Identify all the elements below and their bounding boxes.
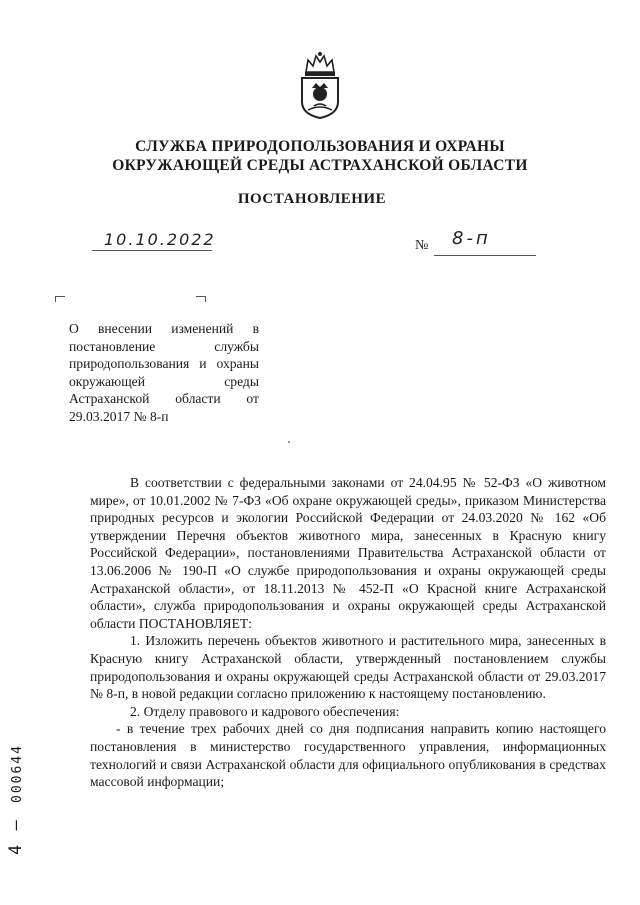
document-number: 8-п [452,228,491,249]
org-name-line1: СЛУЖБА ПРИРОДОПОЛЬЗОВАНИЯ И ОХРАНЫ [135,138,505,155]
subject-text: О внесении изменений в постановление службы природопользования и охраны окружающей среды Астраханской области от 29.03.2017 № 8-п [69,321,259,424]
document-subject [69,320,259,426]
preamble-paragraph: В соответствии с федеральными законами от 24.04.95 № 52-ФЗ «О животном мире», от 10.01.2002 № 7-ФЗ «Об охране окружающей среды», приказом Министерства природных ресурсов и экологии Российской Федерации от 24.03.2020 № 162 «Об утверждении Перечня объектов животного мира, занесенных в Красную книгу Российской Федерации», постановлениями Правительства Астраханской области от 13.06.2006 № 190-П «О службе природопользования и охраны окружающей среды Астраханской области», от 18.11.2013 № 452-П «О Красной книге Астраханской области», служба природопользования и охраны окружающей среды Астраханской области ПОСТАНОВЛЯЕТ: [90,475,606,631]
side-stamp [4,705,54,855]
scan-speck [288,441,290,443]
document-title: ПОСТАНОВЛЕНИЕ [237,191,387,207]
astrakhan-coat-of-arms-icon [296,50,344,120]
number-underline [434,255,536,256]
date-underline [92,250,212,251]
side-stamp-serial: 000644 [10,744,25,803]
item-2-subparagraph: - в течение трех рабочих дней со дня подписания направить копию настоящего постановления в министерство государственного управления, информационных технологий и связи Астраханской области для официального опубликования в средствах массовой информации; [90,721,606,790]
org-name-line2: ОКРУЖАЮЩЕЙ СРЕДЫ АСТРАХАНСКОЙ ОБЛАСТИ [112,157,528,174]
document-date: 10.10.2022 [104,230,216,249]
item-2-paragraph: 2. Отделу правового и кадрового обеспечения: [130,703,400,719]
corner-mark-right [196,296,206,302]
corner-mark-left [55,296,65,302]
number-sign: № [415,238,429,253]
side-stamp-prefix: 4 — [6,818,26,855]
item-1-paragraph: 1. Изложить перечень объектов животного и растительного мира, занесенных в Красную книгу Астраханской области, утвержденный постановлением службы природопользования и охраны окружающей среды Астраханской области от 29.03.2017 № 8-п, в новой редакции согласно приложению к настоящему постановлению. [90,633,606,702]
document-body [90,474,606,791]
